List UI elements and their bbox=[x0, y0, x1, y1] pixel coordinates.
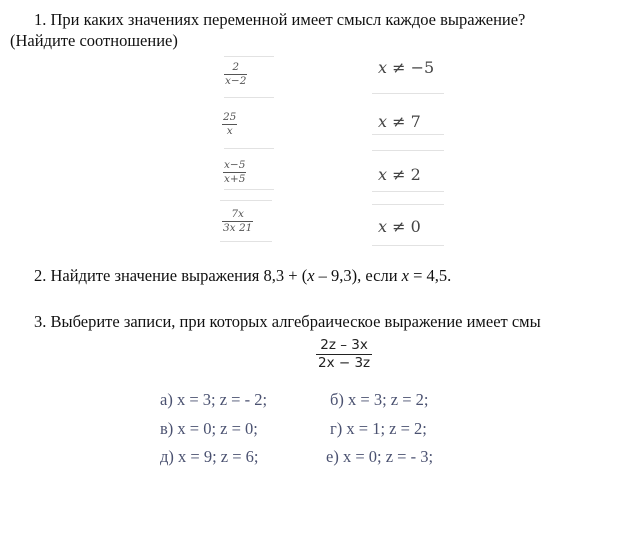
option-d: д) x = 9; z = 6; bbox=[160, 447, 259, 466]
task-2-var-1: x bbox=[307, 266, 315, 285]
task-2-text bbox=[34, 266, 451, 286]
task-1-line-2: (Найдите соотношение) bbox=[10, 31, 178, 50]
fraction-4-denominator: 3x 21 bbox=[223, 222, 253, 234]
condition-2-var: x bbox=[378, 112, 388, 131]
fraction-4-numerator: 7x bbox=[231, 208, 244, 220]
task-2-prefix: 2. Найдите значение выражения 8,3 + ( bbox=[34, 266, 308, 285]
fraction-1-denominator: x−2 bbox=[225, 75, 247, 87]
task-3-text: 3. Выберите записи, при которых алгебраическое выражение имеет смы bbox=[34, 312, 541, 331]
task-3-numerator: 2z – 3x bbox=[320, 337, 368, 353]
task-2-middle: – 9,3), если bbox=[314, 266, 402, 285]
condition-2-rel: ≠ 7 bbox=[387, 112, 421, 131]
fraction-3-numerator: x−5 bbox=[224, 159, 246, 171]
fraction-4 bbox=[222, 208, 253, 235]
condition-4-rel: ≠ 0 bbox=[387, 217, 421, 236]
fraction-2 bbox=[222, 111, 237, 138]
fraction-3-denominator: x+5 bbox=[224, 173, 246, 185]
condition-1 bbox=[378, 58, 434, 77]
fraction-2-numerator: 25 bbox=[223, 111, 237, 123]
condition-1-rel: ≠ −5 bbox=[387, 58, 435, 77]
fraction-2-denominator: x bbox=[226, 125, 233, 137]
fraction-1-numerator: 2 bbox=[232, 61, 240, 73]
fraction-1 bbox=[224, 61, 247, 88]
task-3-denominator: 2x − 3z bbox=[318, 355, 371, 371]
task-1-line-1: 1. При каких значениях переменной имеет смысл каждое выражение? bbox=[34, 10, 526, 29]
option-b: б) x = 3; z = 2; bbox=[330, 390, 429, 409]
condition-2 bbox=[378, 112, 421, 131]
condition-4 bbox=[378, 217, 421, 236]
condition-4-var: x bbox=[378, 217, 388, 236]
condition-3 bbox=[378, 165, 421, 184]
task-2-var-2: x bbox=[401, 266, 409, 285]
condition-1-var: x bbox=[378, 58, 388, 77]
condition-3-rel: ≠ 2 bbox=[387, 165, 421, 184]
task-2-suffix: = 4,5. bbox=[408, 266, 452, 285]
condition-3-var: x bbox=[378, 165, 388, 184]
task-3-fraction bbox=[316, 337, 372, 372]
option-a: а) x = 3; z = - 2; bbox=[160, 390, 268, 409]
option-e: е) x = 0; z = - 3; bbox=[326, 447, 434, 466]
fraction-3 bbox=[223, 159, 246, 186]
option-g: г) x = 1; z = 2; bbox=[330, 419, 427, 438]
option-v: в) x = 0; z = 0; bbox=[160, 419, 258, 438]
